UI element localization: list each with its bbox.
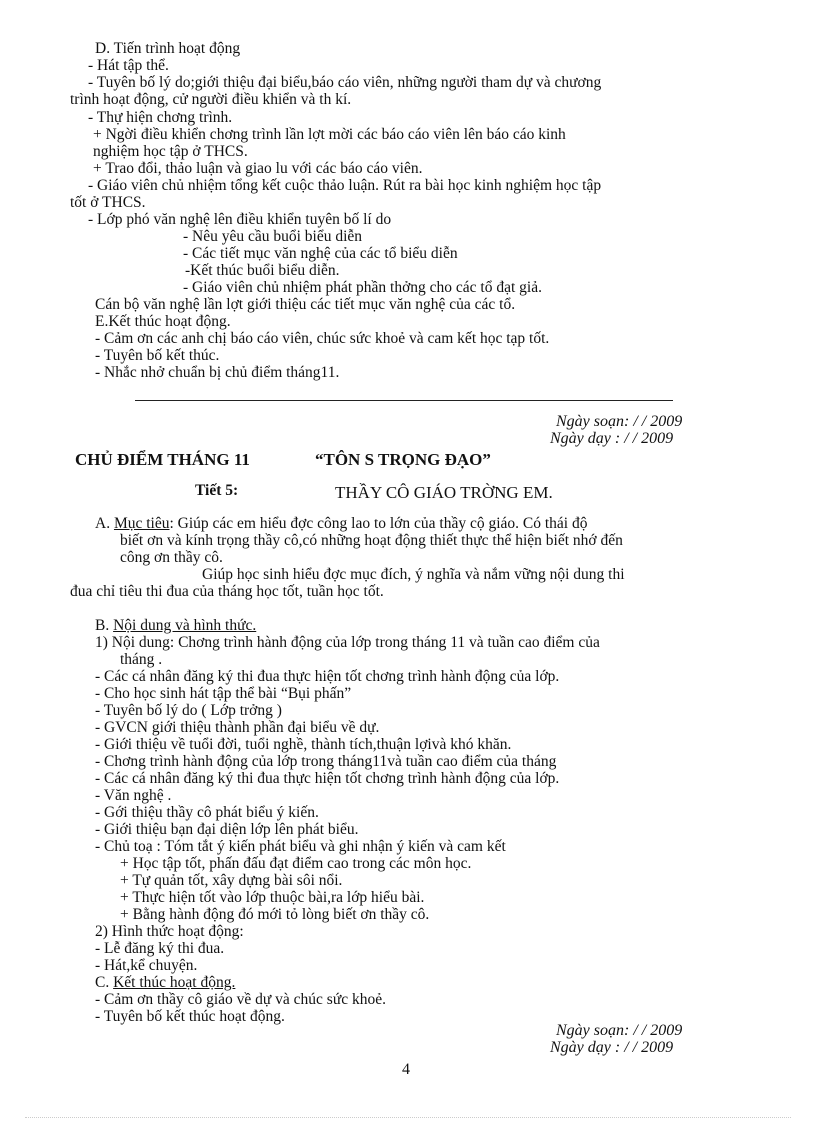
text-line: nghiệm học tập ở THCS.	[93, 143, 248, 160]
text-line: - Hát,kể chuyện.	[95, 957, 198, 974]
text-line: trình hoạt động, cử người điều khiển và th kí.	[70, 91, 352, 108]
page-number: 4	[402, 1061, 410, 1078]
plus-item: + Thực hiện tốt vào lớp thuộc bài,ra lớp hiểu bài.	[120, 889, 425, 906]
text-line: - Tuyên bố lý do;giới thiệu đại biểu,báo cáo viên, những người tham dự và chương	[88, 74, 602, 91]
list-item: - Chủ toạ : Tóm tắt ý kiến phát biểu và ghi nhận ý kiến và cam kết	[95, 838, 506, 855]
section-b-label: B.	[95, 617, 114, 634]
text-line: + Trao đổi, thảo luận và giao lu với các báo cáo viên.	[93, 160, 423, 177]
plus-item: + Học tập tốt, phấn đấu đạt điểm cao trong các môn học.	[120, 855, 472, 872]
page-edge-dotted-line	[25, 1117, 791, 1118]
text-line: tốt ở THCS.	[70, 194, 146, 211]
list-item: - Tuyên bố lý do ( Lớp trởng )	[95, 702, 282, 719]
text-line: - Tuyên bố kết thúc hoạt động.	[95, 1008, 285, 1025]
list-item: - GVCN giới thiệu thành phần đại biểu về dự.	[95, 719, 380, 736]
section-b-line	[95, 617, 256, 634]
date-soan: Ngày soạn: / / 2009	[556, 1022, 683, 1039]
text-line: - Giáo viên chủ nhiệm tổng kết cuộc thảo luận. Rút ra bài học kinh nghiệm học tập	[88, 177, 602, 194]
text-line: 1) Nội dung: Chơng trình hành động của lớp trong tháng 11 và tuần cao điểm của	[95, 634, 600, 651]
list-item: - Giới thiệu về tuổi đời, tuổi nghề, thành tích,thuận lợivà khó khăn.	[95, 736, 512, 753]
section-b-heading: Nội dung và hình thức.	[113, 617, 257, 634]
text-line: + Ngời điều khiển chơng trình lần lợt mời các báo cáo viên lên báo cáo kinh	[93, 126, 566, 143]
section-a-line	[95, 515, 587, 532]
list-item: - Giới thiệu bạn đại diện lớp lên phát biểu.	[95, 821, 359, 838]
text-line: - Hát tập thể.	[88, 57, 169, 74]
date-day: Ngày dạy : / / 2009	[550, 430, 674, 447]
section-d-heading: D. Tiến trình hoạt động	[95, 40, 241, 57]
text-line: - Thự hiện chơng trình.	[88, 109, 233, 126]
text-line: công ơn thầy cô.	[120, 549, 223, 566]
lesson-number: Tiết 5:	[195, 482, 239, 499]
section-c-heading: Kết thúc hoạt động.	[113, 974, 236, 991]
text-line: - Lễ đăng ký thi đua.	[95, 940, 225, 957]
chu-diem-heading: CHỦ ĐIỂM THÁNG 11	[75, 450, 250, 469]
text-line: Cán bộ văn nghệ lần lợt giới thiệu các tiết mục văn nghệ của các tổ.	[95, 296, 516, 313]
text-line: biết ơn và kính trọng thầy cô,có những hoạt động thiết thực thể hiện biết nhớ đến	[120, 532, 623, 549]
text-line: - Nhắc nhở chuẩn bị chủ điểm tháng11.	[95, 364, 340, 381]
text-line: : Giúp các em hiểu đợc công lao to lớn của thầy cộ giáo. Có thái độ	[169, 515, 588, 532]
date-day: Ngày dạy : / / 2009	[550, 1039, 674, 1056]
lesson-title: THẦY CÔ GIÁO TRỜNG EM.	[335, 483, 553, 502]
list-item: - Chơng trình hành động của lớp trong tháng11và tuần cao điểm của tháng	[95, 753, 557, 770]
plus-item: + Tự quản tốt, xây dựng bài sôi nổi.	[120, 872, 343, 889]
text-line: 2) Hình thức hoạt động:	[95, 923, 244, 940]
section-a-label: A.	[95, 515, 114, 532]
text-line: - Tuyên bố kết thúc.	[95, 347, 220, 364]
text-line: - Cảm ơn thầy cô giáo về dự và chúc sức khoẻ.	[95, 991, 386, 1008]
section-c-label: C.	[95, 974, 114, 991]
section-e-heading: E.Kết thúc hoạt động.	[95, 313, 231, 330]
plus-item: + Bằng hành động đó mới tỏ lòng biết ơn thầy cô.	[120, 906, 430, 923]
text-line: - Nêu yêu cầu buổi biểu diễn	[183, 228, 363, 245]
muc-tieu-label: Mục tiêu	[113, 515, 170, 532]
text-line: - Các tiết mục văn nghệ của các tổ biểu diễn	[183, 245, 458, 262]
text-line: - Giáo viên chủ nhiệm phát phần thởng cho các tổ đạt giả.	[183, 279, 542, 296]
section-c-line	[95, 974, 235, 991]
list-item: - Các cá nhân đăng ký thi đua thực hiện tốt chơng trình hành động của lớp.	[95, 770, 560, 787]
date-soan: Ngày soạn: / / 2009	[556, 413, 683, 430]
text-line: Giúp học sinh hiểu đợc mục đích, ý nghĩa và nắm vững nội dung thi	[202, 566, 625, 583]
text-line: - Lớp phó văn nghệ lên điều khiển tuyên bố lí do	[88, 211, 392, 228]
text-line: tháng .	[120, 651, 163, 668]
list-item: - Cho học sinh hát tập thể bài “Bụi phấn”	[95, 685, 352, 702]
text-line: - Cảm ơn các anh chị báo cáo viên, chúc sức khoẻ và cam kết học tạp tốt.	[95, 330, 550, 347]
text-line: -Kết thúc buổi biểu diễn.	[185, 262, 340, 279]
theme-title: “TÔN S TRỌNG ĐẠO”	[315, 450, 491, 469]
list-item: - Văn nghệ .	[95, 787, 172, 804]
list-item: - Gới thiệu thầy cô phát biểu ý kiến.	[95, 804, 319, 821]
list-item: - Các cá nhân đăng ký thi đua thực hiện tốt chơng trình hành động của lớp.	[95, 668, 560, 685]
text-line: đua chỉ tiêu thi đua của tháng học tốt, tuần học tốt.	[70, 583, 384, 600]
divider-line	[135, 400, 673, 401]
